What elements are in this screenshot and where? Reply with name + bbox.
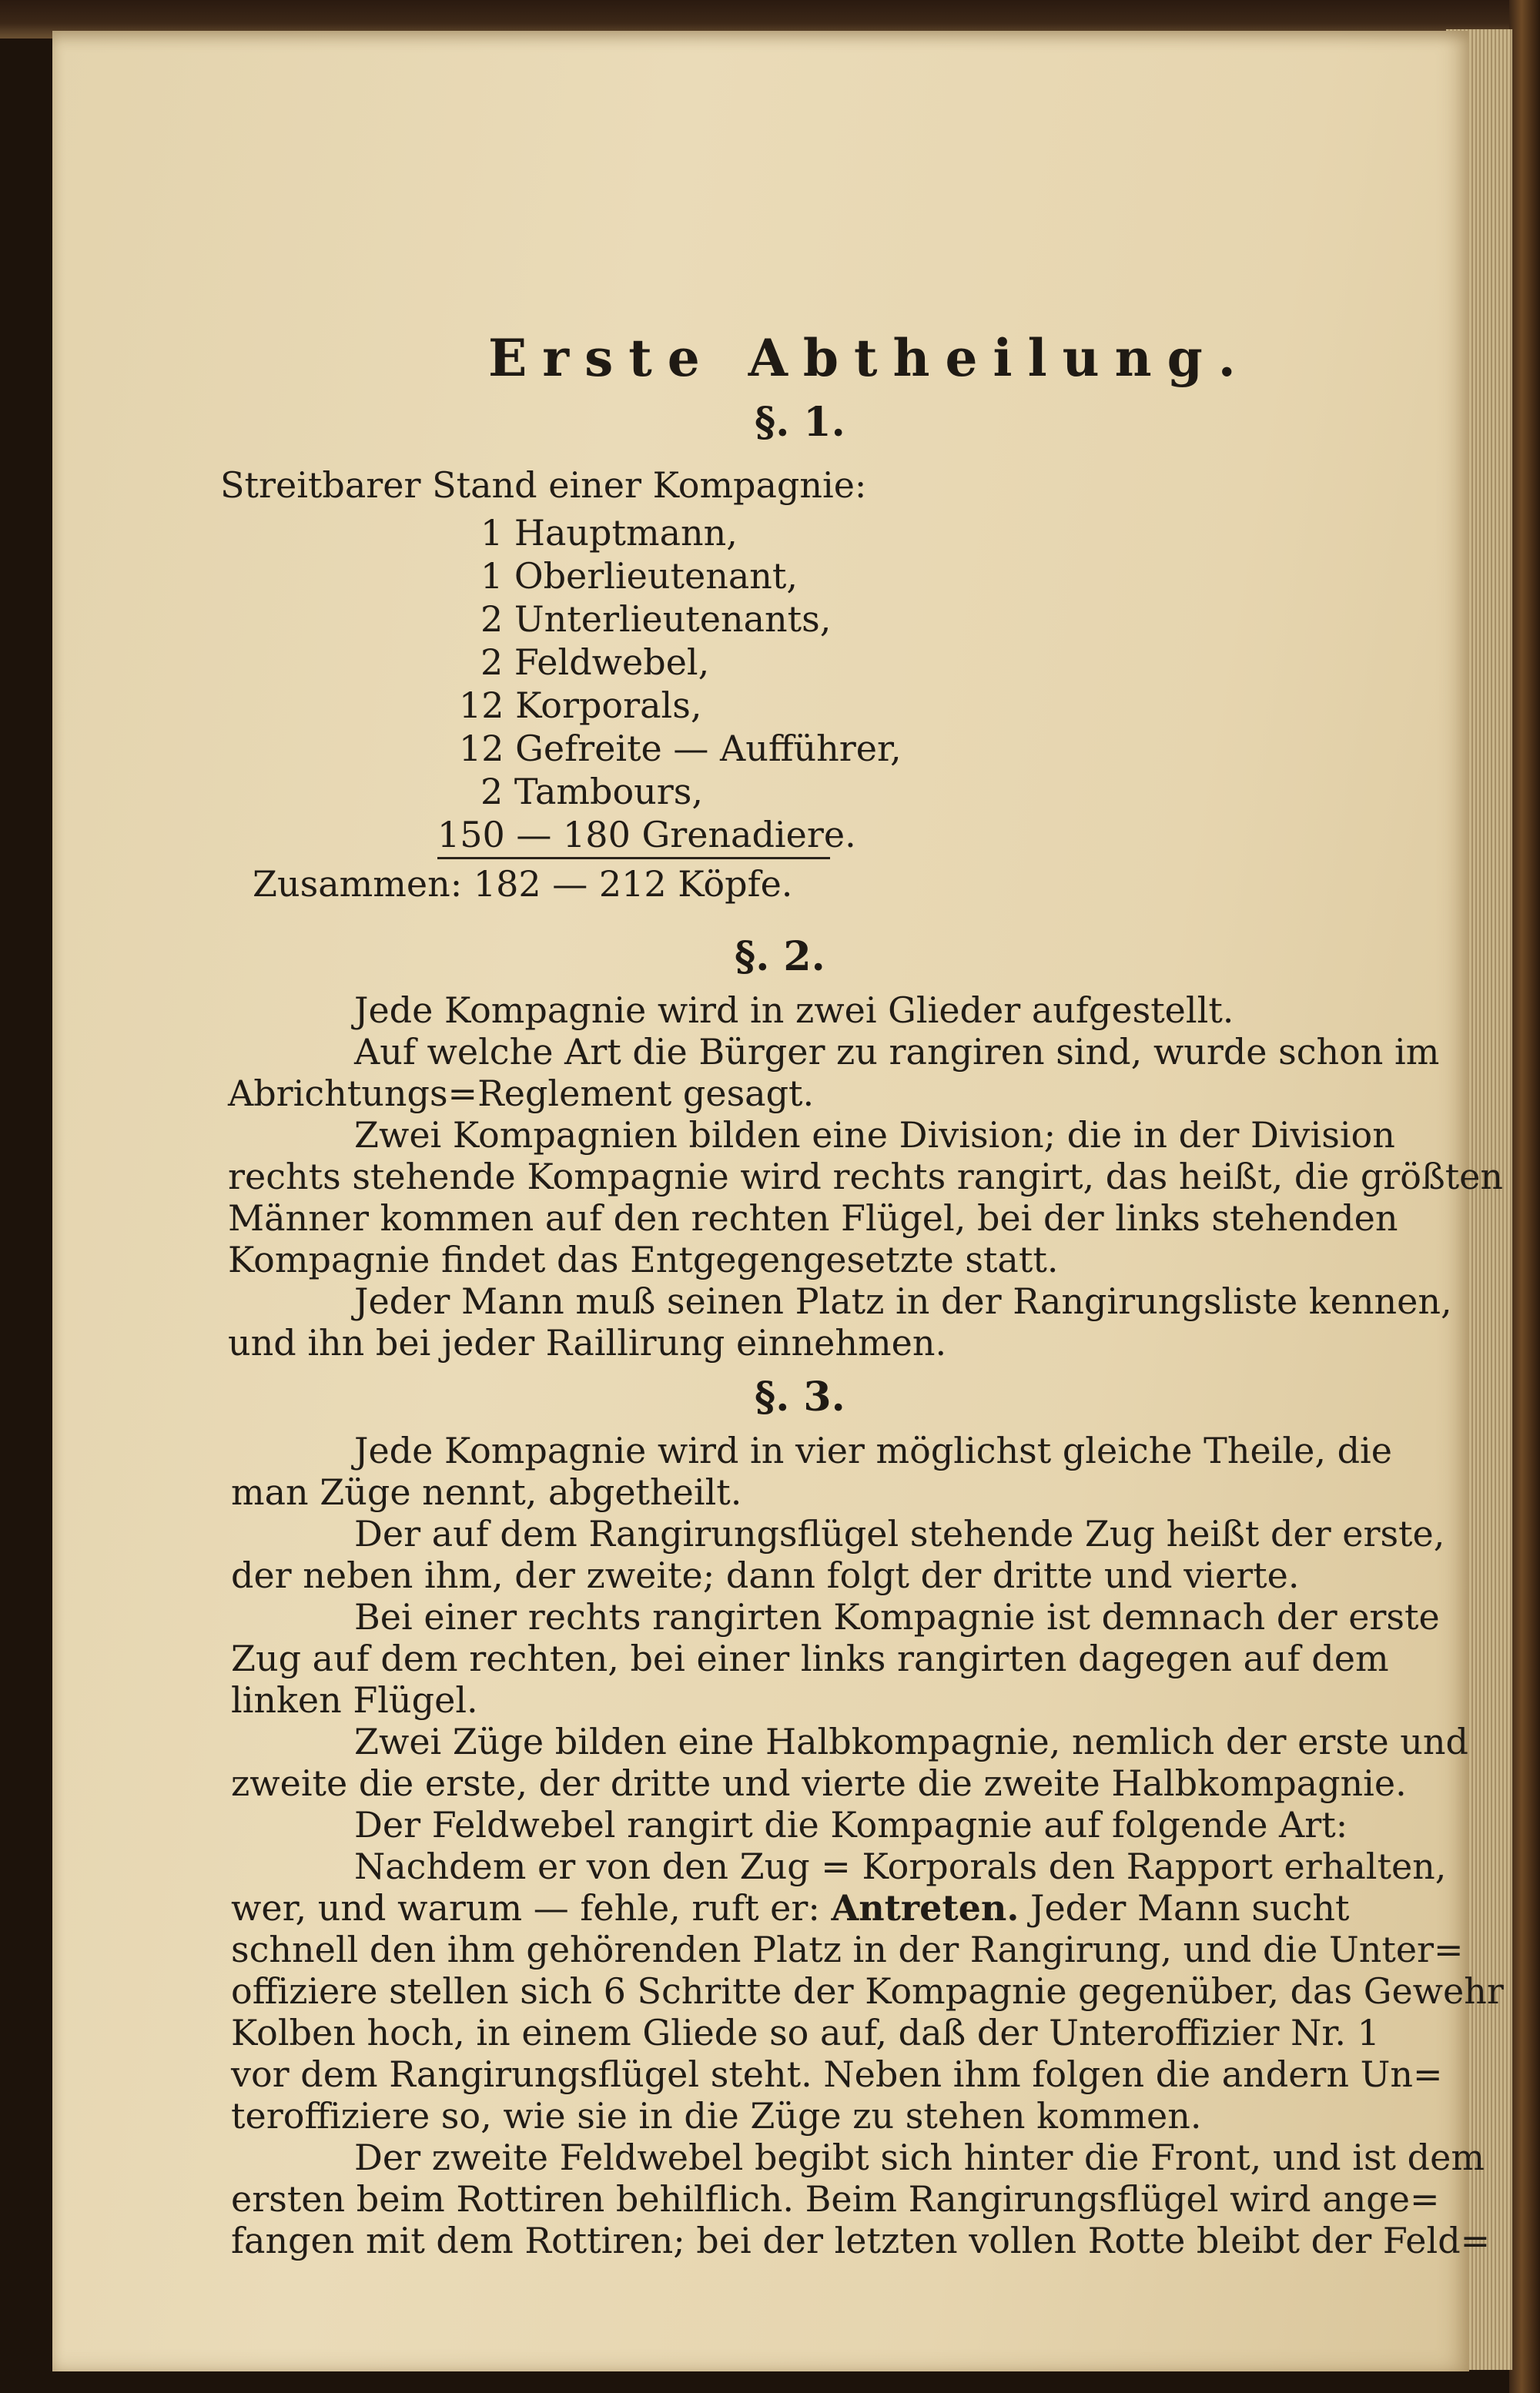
text-line: offiziere stellen sich 6 Schritte der Kompagnie gegenüber, das Gewehr [231,1970,1504,2012]
text-line: ersten beim Rottiren behilflich. Beim Rangirungsflügel wird ange= [231,2178,1440,2220]
text-line: Der zweite Feldwebel begibt sich hinter die Front, und ist dem [354,2137,1485,2178]
text-line: Männer kommen auf den rechten Flügel, bei der links stehenden [228,1197,1398,1239]
text-line: rechts stehende Kompagnie wird rechts rangirt, das heißt, die größten [228,1156,1504,1197]
text-line: vor dem Rangirungsflügel steht. Neben ihm folgen die andern Un= [231,2053,1443,2095]
text-line: fangen mit dem Rottiren; bei der letzten vollen Rotte bleibt der Feld= [231,2220,1491,2261]
text-line: schnell den ihm gehörenden Platz in der Rangirung, und die Unter= [231,1929,1464,1970]
text-line: Kolben hoch, in einem Gliede so auf, daß der Unteroffizier Nr. 1 [231,2012,1380,2053]
text-line: linken Flügel. [231,1679,478,1721]
command-word: Antreten. [831,1887,1019,1929]
text-line: Zwei Kompagnien bilden eine Division; die in der Division [354,1114,1395,1156]
text-line: der neben ihm, der zweite; dann folgt der dritte und vierte. [231,1555,1300,1596]
text-line: Jeder Mann muß seinen Platz in der Rangirungsliste kennen, [354,1280,1452,1322]
section-3-label: §. 3. [755,1374,845,1421]
text-line: Auf welche Art die Bürger zu rangiren sind, wurde schon im [354,1031,1440,1073]
book-spine [1509,0,1540,2393]
text-line: Der auf dem Rangirungsflügel stehende Zug heißt der erste, [354,1513,1445,1555]
roster-item: 2 Unterlieutenants, [480,598,832,640]
text-fragment: wer, und warum — fehle, ruft er: [231,1887,832,1929]
book-page [52,31,1504,2371]
text-line: und ihn bei jeder Raillirung einnehmen. [228,1322,947,1364]
roster-item: 150 — 180 Grenadiere. [437,814,856,855]
roster-item: 2 Feldwebel, [480,641,710,683]
roster-item: 2 Tambours, [480,771,704,812]
text-line: Bei einer rechts rangirten Kompagnie ist demnach der erste [354,1596,1440,1638]
text-fragment: Jeder Mann sucht [1019,1887,1350,1929]
text-line: Kompagnie findet das Entgegengesetzte statt. [228,1239,1059,1280]
text-line: Zwei Züge bilden eine Halbkompagnie, nemlich der erste und [354,1721,1469,1762]
section-2-label: §. 2. [735,933,825,980]
command-line [231,1886,1349,1929]
text-line: teroffiziere so, wie sie in die Züge zu stehen kommen. [231,2095,1202,2137]
text-line: Abrichtungs=Reglement gesagt. [228,1073,815,1114]
sum-rule [437,857,830,859]
text-line: Jede Kompagnie wird in vier möglichst gleiche Theile, die [354,1430,1392,1471]
section-1-label: §. 1. [755,399,845,446]
roster-item: 12 Korporals, [459,684,702,726]
chapter-heading: Erste Abtheilung. [488,328,1251,388]
text-line: man Züge nennt, abgetheilt. [231,1471,742,1513]
text-line: Der Feldwebel rangirt die Kompagnie auf folgende Art: [354,1804,1348,1846]
roster-item: 1 Oberlieutenant, [480,555,798,597]
text-line: Nachdem er von den Zug = Korporals den Rapport erhalten, [354,1846,1447,1887]
section-1-intro: Streitbarer Stand einer Kompagnie: [220,464,867,506]
roster-item: 1 Hauptmann, [480,512,738,554]
text-line: Zug auf dem rechten, bei einer links rangirten dagegen auf dem [231,1638,1389,1679]
text-line: zweite die erste, der dritte und vierte die zweite Halbkompagnie. [231,1762,1407,1804]
text-line: Jede Kompagnie wird in zwei Glieder aufgestellt. [354,989,1234,1031]
roster-total: Zusammen: 182 — 212 Köpfe. [253,863,793,905]
roster-item: 12 Gefreite — Aufführer, [459,728,902,769]
